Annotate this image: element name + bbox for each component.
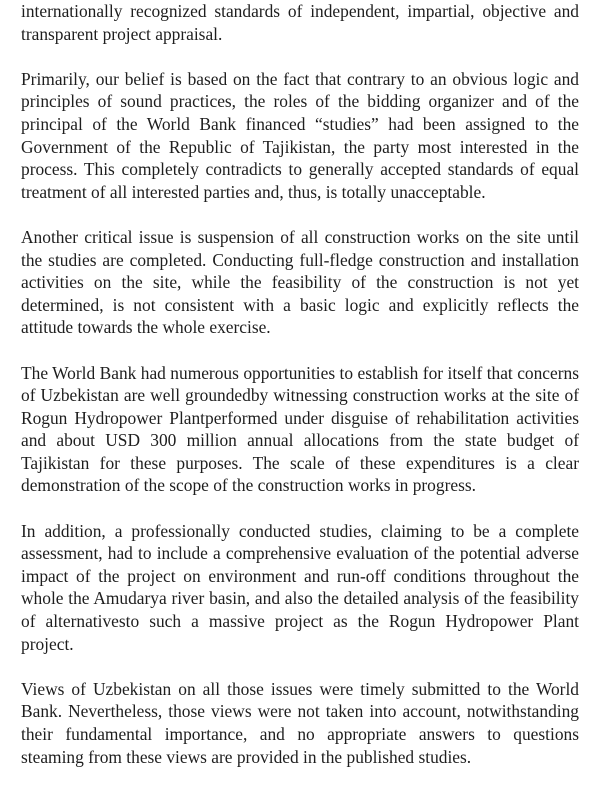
paragraph-world-bank-opportunities: The World Bank had numerous opportunities to establish for itself that concerns of Uzbekistan are well groundedby witnessing construction works at the site of Rogun Hydropower Plantperformed under disguise of rehabilitation activities and about USD 300 million annual allocations from the state budget of Tajikistan for these purposes. The scale of these expenditures is a clear demonstration of the scope of the construction works in progress.	[21, 362, 579, 496]
document-page	[21, 0, 579, 791]
paragraph-roles-assignment: Primarily, our belief is based on the fact that contrary to an obvious logic and principles of sound practices, the roles of the bidding organizer and of the principal of the World Bank financed “studies” had been assigned to the Government of the Republic of Tajikistan, the party most interested in the process. This completely contradicts to generally accepted standards of equal treatment of all interested parties and, thus, is totally unacceptable.	[21, 68, 579, 202]
paragraph-appraisal-standards: internationally recognized standards of independent, impartial, objective and transparent project appraisal.	[21, 1, 579, 44]
paragraph-comprehensive-evaluation: In addition, a professionally conducted studies, claiming to be a complete assessment, had to include a comprehensive evaluation of the potential adverse impact of the project on environment and run-off conditions throughout the whole the Amudarya river basin, and also the detailed analysis of the feasibility of alternativesto such a massive project as the Rogun Hydropower Plant project.	[21, 520, 579, 654]
paragraph-views-of-uzbekistan: Views of Uzbekistan on all those issues were timely submitted to the World Bank. Nevertheless, those views were not taken into account, notwithstanding their fundamental importance, and no appropriate answers to questions steaming from these views are provided in the published studies.	[21, 678, 579, 767]
paragraph-construction-suspension: Another critical issue is suspension of all construction works on the site until the studies are completed. Conducting full-fledge construction and installation activities on the site, while the feasibility of the construction is not yet determined, is not consistent with a basic logic and explicitly reflects the attitude towards the whole exercise.	[21, 226, 579, 338]
